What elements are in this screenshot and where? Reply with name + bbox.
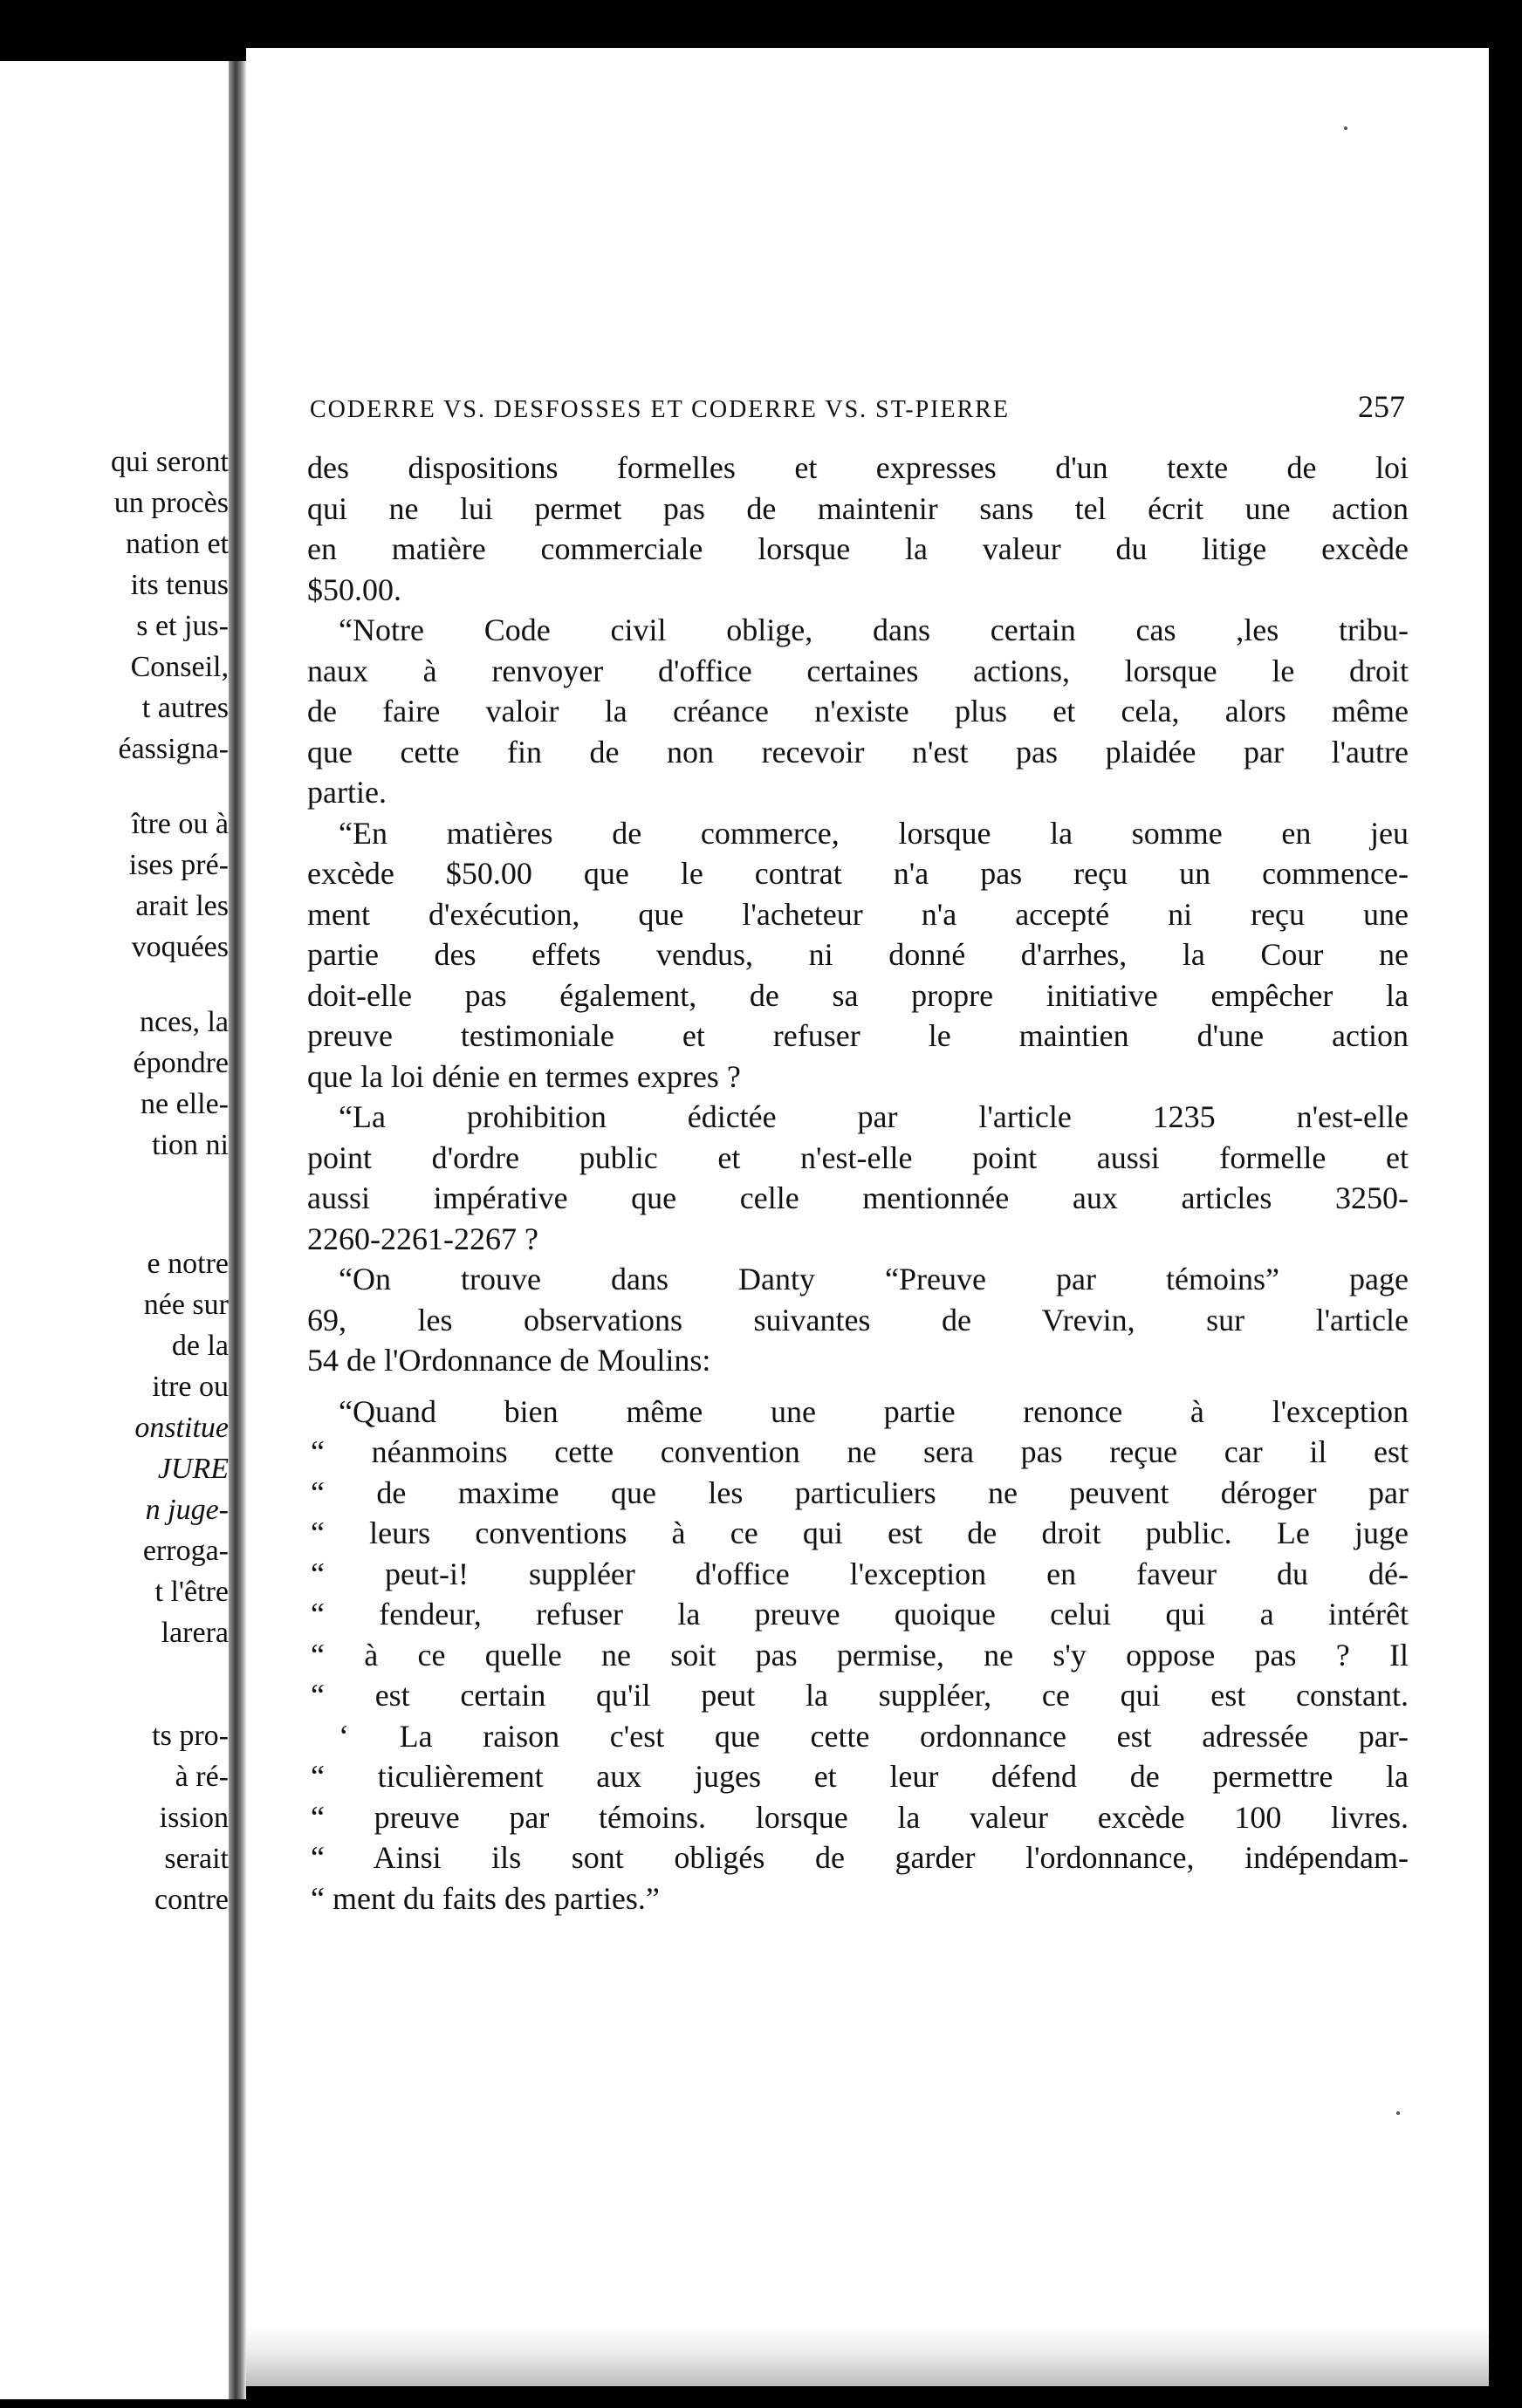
text-line: “La prohibition édictée par l'article 1235 n'est-elle [339,1099,1409,1134]
left-line: nation et [125,528,229,560]
paper-speck [1344,127,1347,130]
left-line: s et jus- [136,610,229,642]
page-bottom-shadow [246,2325,1489,2386]
text-line: point d'ordre public et n'est-elle point aussi formelle et [307,1139,1409,1175]
left-line: contre [154,1884,229,1916]
left-line: e notre [147,1248,229,1280]
left-line: ts pro- [152,1720,229,1752]
quote-line: “ ticulièrement aux juges et leur défend de permettre la [311,1759,1409,1794]
text-line: “Notre Code civil oblige, dans certain cas ,les tribu- [339,612,1409,647]
page-header [310,388,1405,425]
quote-line: “Quand bien même une partie renonce à l'exception [339,1393,1409,1429]
text-line: qui ne lui permet pas de maintenir sans tel écrit une action [307,490,1409,526]
text-line: doit-elle pas également, de sa propre initiative empêcher la [307,977,1409,1013]
left-line: its tenus [130,569,229,601]
page-number: 257 [1358,389,1405,424]
text-line: excède $50.00 que le contrat n'a pas reçu un commence- [307,856,1409,891]
book-gutter [229,61,246,2399]
left-line: serait [164,1843,229,1875]
text-line: que la loi dénie en termes expres ? [307,1058,741,1094]
left-line: itre ou [152,1371,229,1403]
text-line: naux à renvoyer d'office certaines actions, lorsque le droit [307,653,1409,688]
text-line: des dispositions formelles et expresses d'un texte de loi [307,450,1409,485]
quote-line: “ Ainsi ils sont obligés de garder l'ordonnance, indépendam- [311,1840,1409,1875]
right-page [246,48,1489,2386]
text-line: preuve testimoniale et refuser le maintien d'une action [307,1018,1409,1053]
left-line: onstitue [134,1412,229,1444]
left-line: t l'être [154,1576,229,1608]
text-line: 54 de l'Ordonnance de Moulins: [307,1343,711,1378]
quote-line: “ de maxime que les particuliers ne peuvent déroger par [311,1474,1409,1510]
text-line: “En matières de commerce, lorsque la somme en jeu [339,815,1409,851]
quote-line: “ peut-i! suppléer d'office l'exception en faveur du dé- [311,1556,1409,1591]
left-line: n juge- [145,1494,229,1526]
text-line: aussi impérative que celle mentionnée aux articles 3250- [307,1180,1409,1215]
text-line: “On trouve dans Danty “Preuve par témoins” page [339,1262,1409,1296]
quote-line: “ est certain qu'il peut la suppléer, ce qui est constant. [311,1678,1409,1713]
left-line: ître ou à [131,808,229,840]
left-line: voquées [131,931,229,963]
running-head: CODERRE VS. DESFOSSES ET CODERRE VS. ST-PIERRE [310,396,1011,423]
paper-speck [1396,2111,1400,2115]
text-line: $50.00. [307,571,401,607]
left-line: Conseil, [130,651,229,683]
text-line: de faire valoir la créance n'existe plus et cela, alors même [307,694,1409,729]
left-line: un procès [113,487,229,519]
left-page-fragment [0,61,229,2399]
text-line: partie. [307,775,387,810]
quote-line: “ néanmoins cette convention ne sera pas reçue car il est [311,1434,1409,1469]
quote-line: “ ment du faits des parties.” [311,1880,660,1916]
text-line: partie des effets vendus, ni donné d'arrhes, la Cour ne [307,937,1409,972]
text-line: que cette fin de non recevoir n'est pas plaidée par l'autre [307,734,1409,770]
left-line: qui seront [110,446,229,478]
left-line: ission [159,1802,229,1834]
quote-line: “ à ce quelle ne soit pas permise, ne s'y oppose pas ? Il [311,1637,1409,1673]
left-line: erroga- [142,1535,229,1567]
text-line: en matière commerciale lorsque la valeur du litige excède [307,531,1409,566]
left-line: larera [161,1617,229,1649]
text-line: ment d'exécution, que l'acheteur n'a accepté ni reçu une [307,896,1409,932]
left-line: JURE [157,1453,229,1485]
quote-line: “ leurs conventions à ce qui est de droit public. Le juge [311,1515,1409,1550]
left-line: tion ni [152,1129,229,1161]
left-line: arait les [135,890,229,922]
left-line: t autres [141,692,229,724]
left-line: éassigna- [118,733,229,765]
left-line: à ré- [175,1761,229,1793]
quote-line: “ fendeur, refuser la preuve quoique celui qui a intérêt [311,1597,1409,1632]
body-text [307,448,1409,1919]
left-line: de la [171,1330,229,1362]
text-line: 2260-2261-2267 ? [307,1221,538,1256]
left-line: ne elle- [141,1088,229,1120]
left-line: épondre [133,1047,229,1079]
quote-line: “ preuve par témoins. lorsque la valeur excède 100 livres. [311,1799,1409,1835]
quote-line: ‘ La raison c'est que cette ordonnance est adressée par- [339,1718,1409,1754]
text-line: 69, les observations suivantes de Vrevin, sur l'article [307,1302,1409,1337]
left-line: nces, la [140,1006,229,1038]
left-line: ises pré- [128,849,229,881]
left-line: née sur [143,1289,229,1321]
